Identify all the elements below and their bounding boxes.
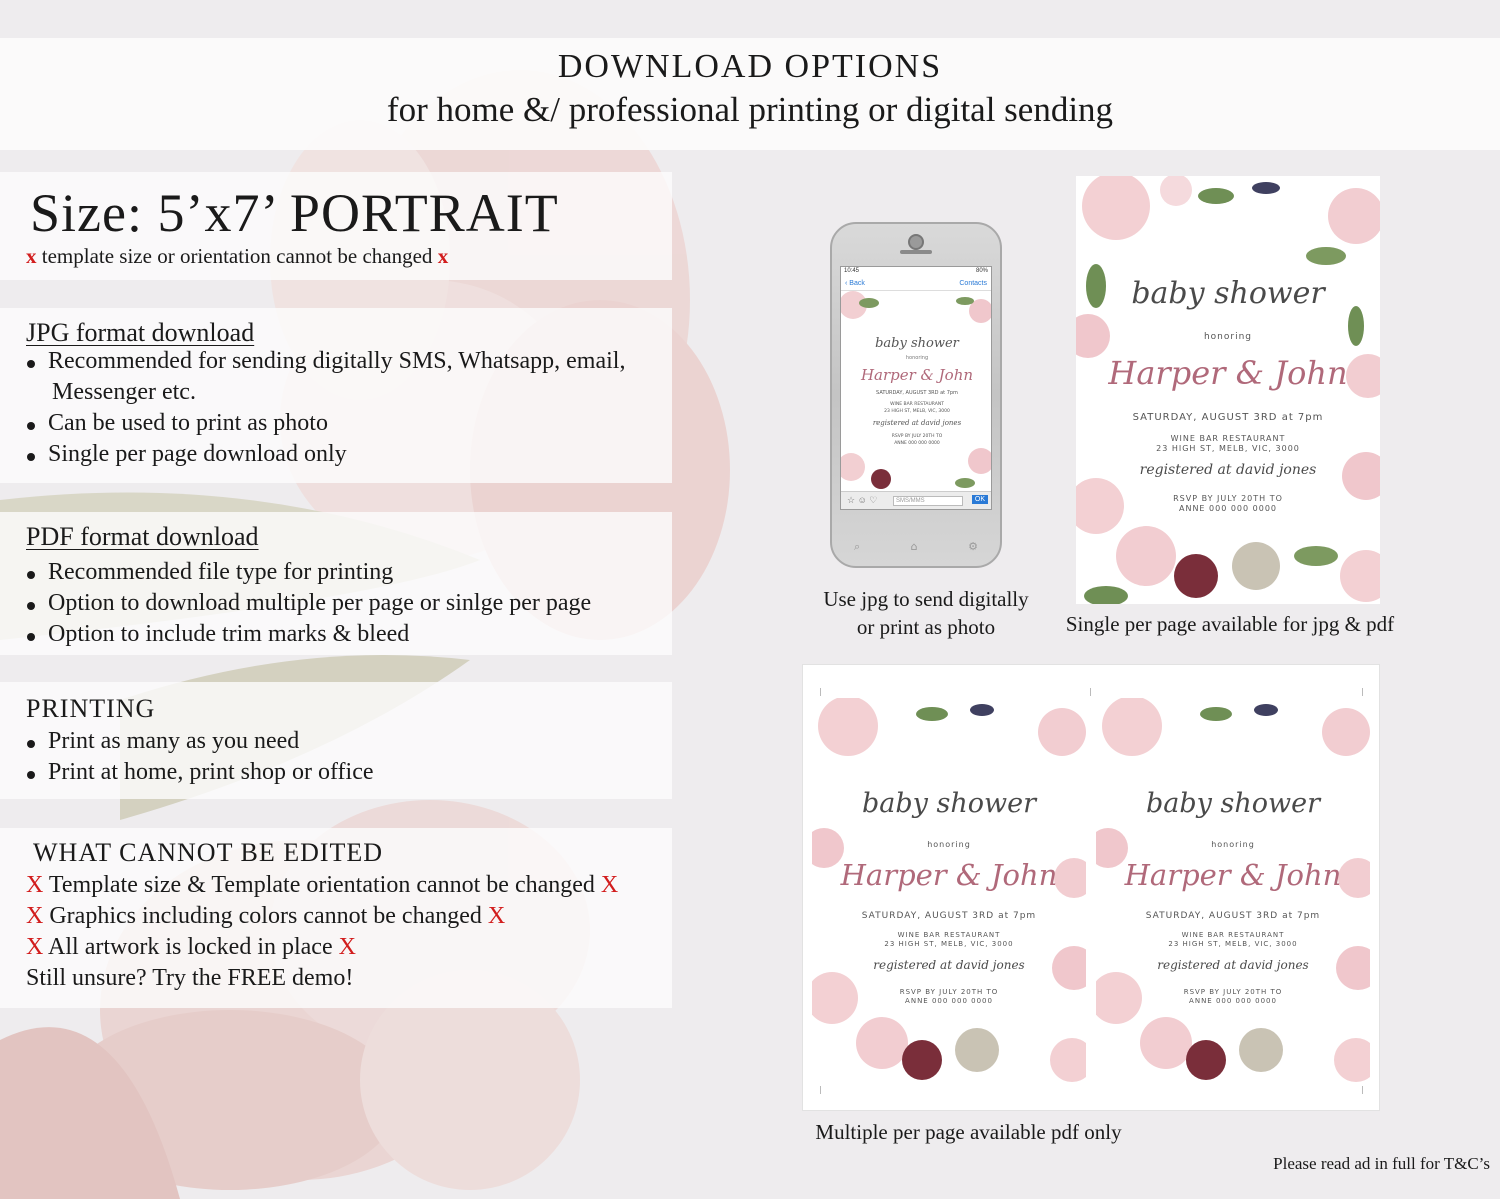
phone-mockup [830,222,1002,568]
jpg-panel [0,308,672,483]
settings-icon: ⚙ [968,540,978,553]
phone-invite-honoring: honoring [905,355,929,361]
invite-contact: ANNE 000 000 0000 [905,997,993,1005]
phone-invite-venue: WINE BAR RESTAURANT [890,402,944,407]
demo-prompt: Still unsure? Try the FREE demo! [26,965,354,991]
message-nav-bar [841,277,991,291]
cross-icon: x [437,244,449,268]
cross-icon: X [26,872,44,898]
status-battery: 80% [975,268,988,274]
invite-address: 23 HIGH ST, MELB, VIC, 3000 [1168,940,1298,948]
bullet-text-continued: Messenger etc. [52,379,196,405]
status-bar [841,267,991,277]
cross-icon: X [26,934,44,960]
phone-screen [840,266,992,510]
invite-title: baby shower [862,788,1036,819]
single-invitation-preview [1076,176,1380,604]
invite-date: SATURDAY, AUGUST 3RD at 7pm [1145,911,1321,921]
bullet-text: Option to include trim marks & bleed [48,621,410,647]
invite-registry: registered at david jones [1157,958,1309,972]
pdf-bullet-list [24,557,591,650]
invite-names: Harper & John [1124,858,1342,892]
invite-contact: ANNE 000 000 0000 [1178,504,1278,513]
jpg-heading: JPG format download [26,318,255,347]
back-link: ‹ Back [845,280,865,287]
invite-names: Harper & John [840,858,1058,892]
phone-invite-date: SATURDAY, AUGUST 3RD at 7pm [876,390,958,396]
list-item [24,619,591,650]
list-item [26,870,618,901]
invite-venue: WINE BAR RESTAURANT [1170,434,1286,443]
trim-mark [1090,688,1091,696]
home-icon: ⌂ [910,540,918,553]
multi-caption: Multiple per page available pdf only [815,1120,1122,1144]
printing-panel [0,682,672,799]
multi-invitation-preview-right [1096,698,1370,1083]
restriction-text: Graphics including colors cannot be changed [49,903,482,929]
restriction-text: All artwork is locked in place [48,934,333,960]
phone-caption [808,585,1044,641]
invite-registry: registered at david jones [873,958,1025,972]
bullet-text: Recommended for sending digitally SMS, Whatsapp, email, [48,348,626,374]
bullet-text: Option to download multiple per page or sinlge per page [48,590,592,616]
cross-icon: x [26,244,37,268]
invite-contact: ANNE 000 000 0000 [1189,997,1277,1005]
invite-names: Harper & John [1108,354,1348,392]
cross-icon: X [338,934,356,960]
list-item [24,439,625,470]
pdf-heading: PDF format download [26,522,259,551]
invite-rsvp: RSVP BY JULY 20TH TO [1183,988,1283,996]
list-item [26,901,618,932]
phone-nav-icons [854,540,978,552]
trim-mark [820,1086,821,1094]
invite-title: baby shower [1131,276,1325,311]
phone-invite-names: Harper & John [860,366,974,384]
terms-footnote: Please read ad in full for T&C’s [1273,1154,1490,1173]
invite-rsvp: RSVP BY JULY 20TH TO [1173,494,1283,503]
pdf-panel [0,512,672,655]
size-note [26,244,448,269]
phone-caption-line: or print as photo [856,615,996,639]
list-item [24,557,591,588]
restrictions-heading: WHAT CANNOT BE EDITED [33,838,384,867]
bullet-text: Can be used to print as photo [48,410,328,436]
camera-icon: ☆ ☺ ♡ [847,495,878,505]
invite-title: baby shower [1146,788,1320,819]
bullet-text: Print as many as you need [48,728,300,754]
page-title: DOWNLOAD OPTIONS [557,48,943,85]
trim-mark [1362,688,1363,696]
invite-address: 23 HIGH ST, MELB, VIC, 3000 [884,940,1014,948]
invite-registry: registered at david jones [1139,462,1317,478]
phone-invite-contact: ANNE 000 000 0000 [894,441,940,446]
printing-heading: PRINTING [26,694,156,723]
invite-address: 23 HIGH ST, MELB, VIC, 3000 [1156,444,1300,453]
invite-honoring: honoring [927,840,971,849]
phone-caption-line: Use jpg to send digitally [823,587,1029,611]
bullet-text: Single per page download only [48,441,347,467]
invite-honoring: honoring [1203,332,1253,342]
invite-date: SATURDAY, AUGUST 3RD at 7pm [1132,412,1324,423]
list-item [24,346,625,408]
multi-invitation-preview-left [812,698,1086,1083]
size-title: Size: 5’x7’ PORTRAIT [30,183,559,243]
phone-invitation-artwork [841,291,992,491]
send-ok-button: OK [972,495,988,504]
size-note-text: template size or orientation cannot be changed [41,244,433,268]
cross-icon: X [487,903,506,929]
cross-icon: X [26,903,44,929]
trim-mark [820,688,821,696]
list-item [24,757,374,788]
camera-icon [908,234,924,250]
search-icon: ⌕ [854,540,861,553]
invite-date: SATURDAY, AUGUST 3RD at 7pm [861,911,1037,921]
phone-invite-registry: registered at david jones [872,419,962,427]
contacts-link: Contacts [959,280,987,287]
status-time: 10:45 [844,268,860,274]
restrictions-panel [0,828,672,1008]
page-subtitle: for home &/ professional printing or digital sending [386,90,1114,129]
header-band [0,38,1500,150]
cross-icon: X [600,872,619,898]
invite-rsvp: RSVP BY JULY 20TH TO [899,988,999,996]
invite-venue: WINE BAR RESTAURANT [897,931,1001,939]
speaker-icon [900,250,932,254]
message-input-bar [841,491,991,509]
phone-invite-address: 23 HIGH ST, MELB, VIC, 3000 [884,409,950,414]
list-item [24,726,374,757]
invite-venue: WINE BAR RESTAURANT [1181,931,1285,939]
phone-invite-title: baby shower [875,336,959,351]
message-input: SMS/MMS [893,496,963,506]
trim-mark [1362,1086,1363,1094]
printing-bullet-list [24,726,374,788]
restrictions-list [26,870,618,994]
size-panel [0,172,672,280]
invite-honoring: honoring [1211,840,1255,849]
list-item [26,932,618,963]
jpg-bullet-list [24,346,625,470]
phone-invite-rsvp: RSVP BY JULY 20TH TO [891,434,943,439]
list-item [24,588,591,619]
bullet-text: Print at home, print shop or office [48,759,374,785]
bullet-text: Recommended file type for printing [48,559,394,585]
list-item [24,408,625,439]
restriction-text: Template size & Template orientation cannot be changed [48,872,595,898]
single-caption: Single per page available for jpg & pdf [1065,612,1395,636]
